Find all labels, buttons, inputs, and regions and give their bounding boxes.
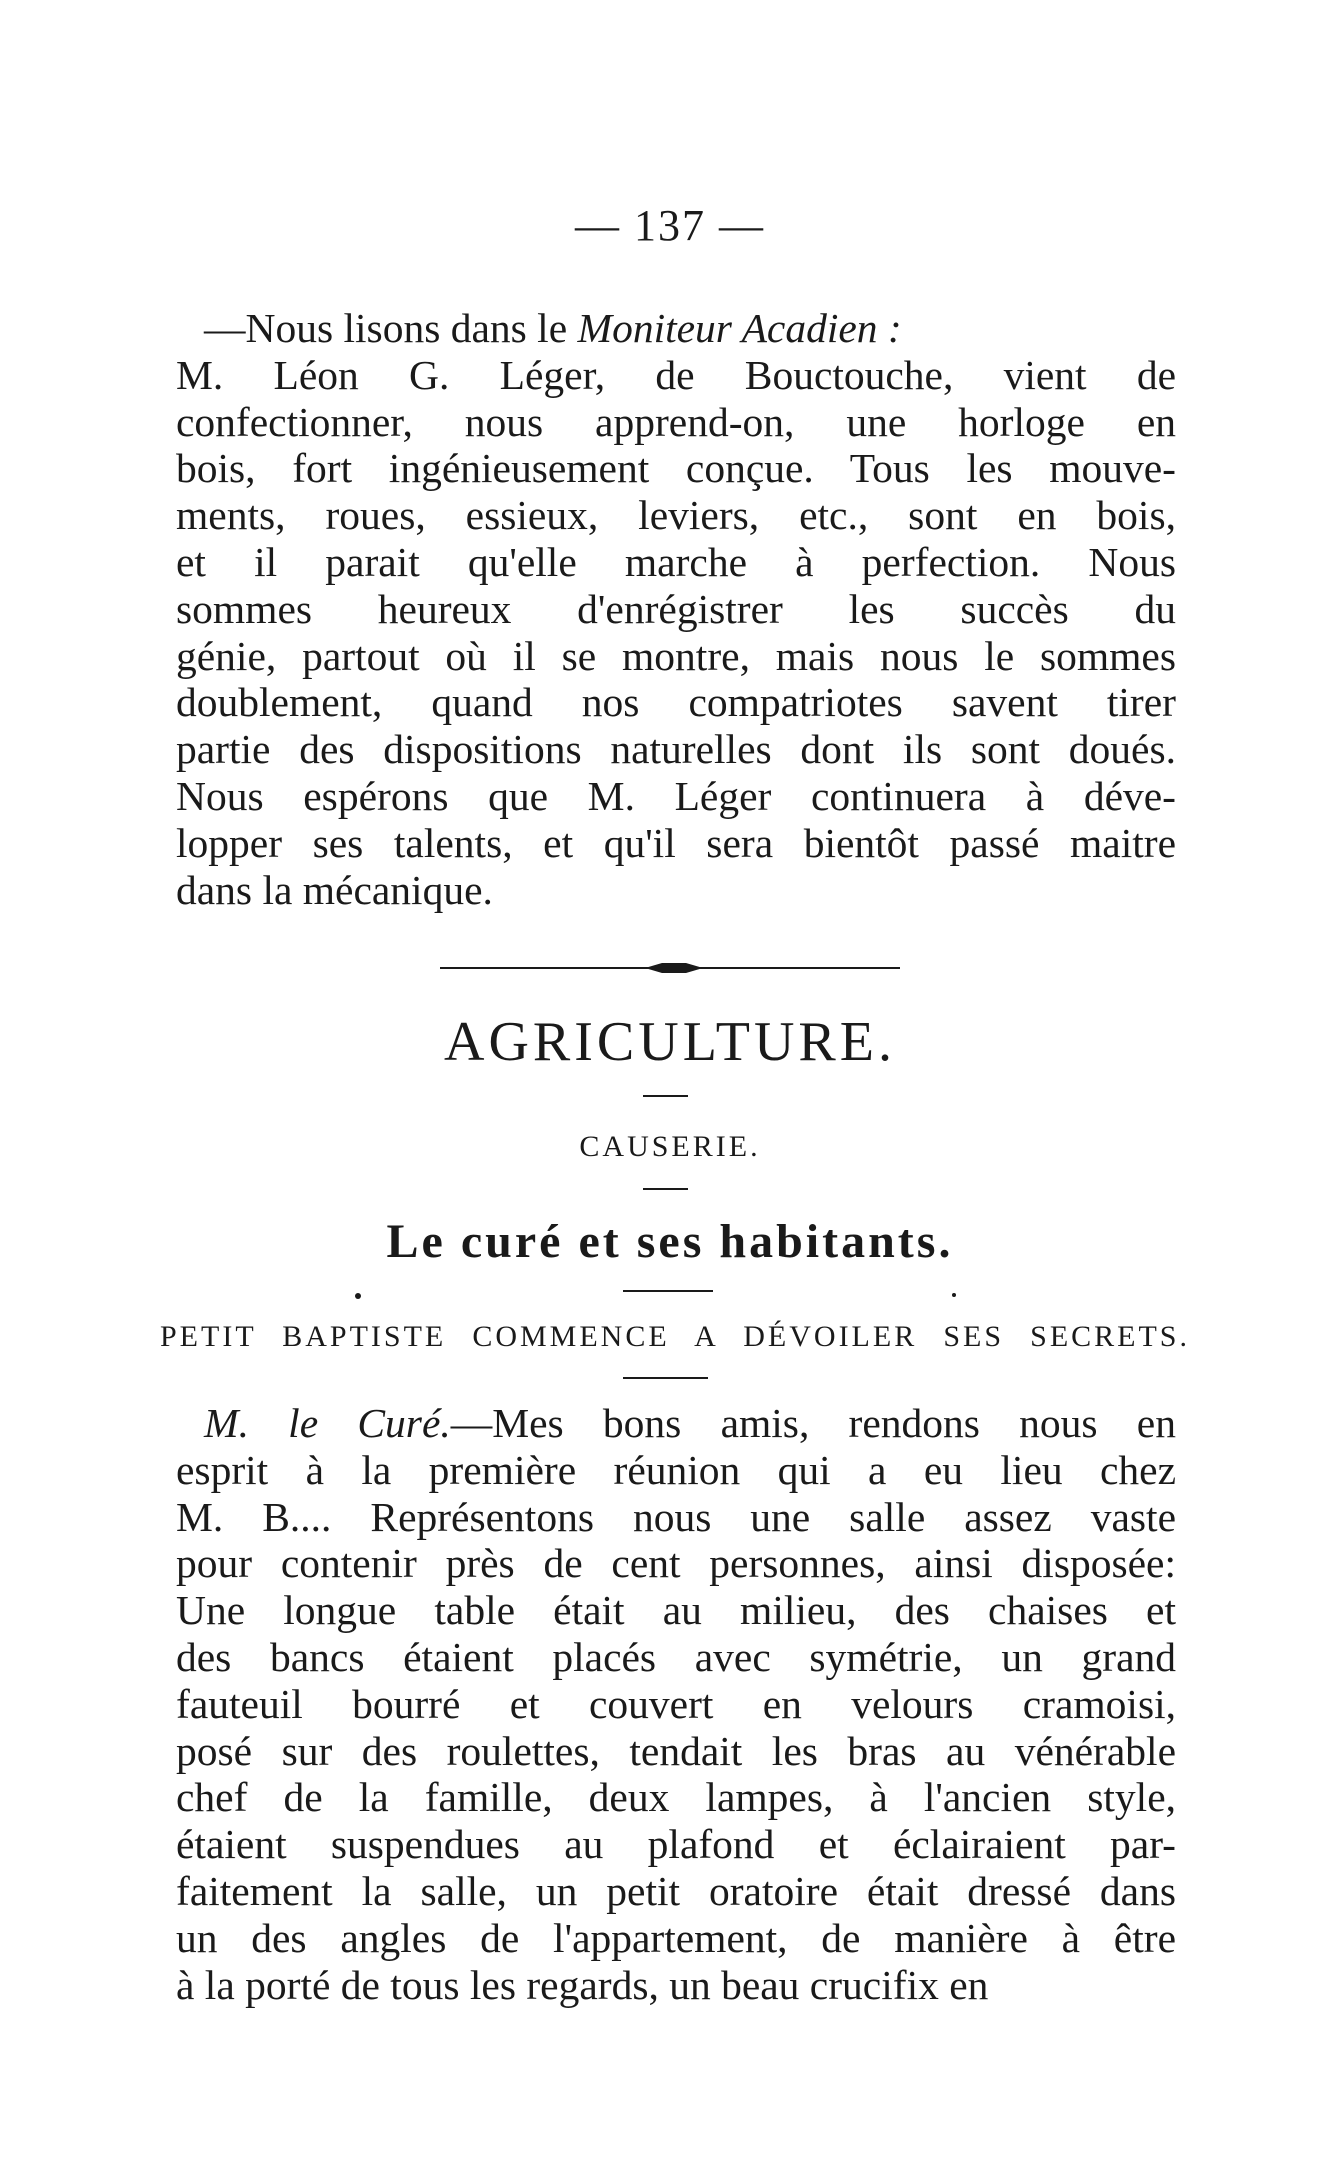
italic-text: Moniteur Acadien : <box>577 305 902 351</box>
text-line <box>176 1681 1176 1728</box>
text-line <box>176 1634 1176 1681</box>
text-segment: des bancs étaient placés avec symétrie, un grand <box>176 1633 1176 1680</box>
page-number: — 137 — <box>575 201 765 250</box>
text-line <box>176 1540 1176 1587</box>
text-line <box>176 1774 1176 1821</box>
ink-dot <box>355 1293 361 1299</box>
divider-rule <box>623 1377 708 1379</box>
text-line <box>176 679 1176 726</box>
text-segment: bois, fort ingénieusement conçue. Tous les mouve- <box>176 445 1176 492</box>
text-segment: étaient suspendues au plafond et éclairaient par- <box>176 1821 1176 1868</box>
text-line <box>176 1400 1176 1447</box>
text-segment: un des angles de l'appartement, de manière à être <box>176 1914 1176 1961</box>
text-segment: Une longue table était au milieu, des chaises et <box>176 1587 1176 1634</box>
divider-rule <box>643 1095 688 1097</box>
section-title: AGRICULTURE. <box>444 1011 896 1073</box>
text-line <box>176 352 1176 399</box>
italic-text: M. le Curé. <box>204 1400 451 1446</box>
text-segment: lopper ses talents, et qu'il sera bientôt passé maitre <box>176 819 1176 866</box>
text-line <box>176 1962 1176 2009</box>
text-line <box>176 867 1176 914</box>
text-line <box>176 399 1176 446</box>
text-segment: sommes heureux d'enrégistrer les succès du <box>176 585 1176 632</box>
text-segment: M. Léon G. Léger, de Bouctouche, vient de <box>176 351 1176 398</box>
text-segment: et il parait qu'elle marche à perfection. Nous <box>176 538 1176 585</box>
text-segment: —Mes bons amis, rendons nous en <box>450 1400 1176 1446</box>
text-segment: fauteuil bourré et couvert en velours cramoisi, <box>176 1680 1176 1727</box>
chapter-heading: PETIT BAPTISTE COMMENCE A DÉVOILER SES SECRETS. <box>160 1320 1190 1353</box>
text-line <box>176 539 1176 586</box>
divider-rule <box>643 1188 688 1190</box>
text-line <box>176 820 1176 867</box>
text-line <box>176 773 1176 820</box>
text-segment: génie, partout où il se montre, mais nous le sommes <box>176 632 1176 679</box>
news-paragraph <box>176 305 1176 913</box>
article-title: Le curé et ses habitants. <box>386 1215 954 1268</box>
text-segment: à la porté de tous les regards, un beau crucifix en <box>176 1961 989 2008</box>
text-line <box>176 1587 1176 1634</box>
text-segment: partie des dispositions naturelles dont ils sont doués. <box>176 726 1176 773</box>
text-segment: Nous espérons que M. Léger continuera à déve- <box>176 772 1176 819</box>
text-line <box>176 1728 1176 1775</box>
text-segment: confectionner, nous apprend-on, une horloge en <box>176 398 1176 445</box>
text-line <box>176 305 1176 352</box>
text-line <box>176 726 1176 773</box>
text-line <box>176 633 1176 680</box>
text-segment: M. B.... Représentons nous une salle assez vaste <box>176 1493 1176 1540</box>
text-segment: —Nous lisons dans le <box>204 305 578 351</box>
text-line <box>176 1821 1176 1868</box>
text-line <box>176 1494 1176 1541</box>
text-line <box>176 586 1176 633</box>
text-line <box>176 445 1176 492</box>
text-segment: doublement, quand nos compatriotes savent tirer <box>176 679 1176 726</box>
text-segment: dans la mécanique. <box>176 866 493 913</box>
ornament-divider <box>440 961 900 975</box>
text-segment: ments, roues, essieux, leviers, etc., sont en bois, <box>176 492 1176 539</box>
text-line <box>176 1868 1176 1915</box>
text-segment: faitement la salle, un petit oratoire était dressé dans <box>176 1867 1176 1914</box>
divider-rule <box>623 1290 713 1292</box>
ink-dot <box>952 1293 956 1297</box>
text-segment: pour contenir près de cent personnes, ainsi disposée: <box>176 1540 1176 1587</box>
text-line <box>176 492 1176 539</box>
text-segment: esprit à la première réunion qui a eu lieu chez <box>176 1446 1176 1493</box>
subheading: CAUSERIE. <box>579 1130 761 1163</box>
text-line <box>176 1447 1176 1494</box>
text-segment: posé sur des roulettes, tendait les bras au vénérable <box>176 1727 1176 1774</box>
text-line <box>176 1915 1176 1962</box>
dialogue-paragraph <box>176 1400 1176 2008</box>
text-segment: chef de la famille, deux lampes, à l'ancien style, <box>176 1774 1176 1821</box>
